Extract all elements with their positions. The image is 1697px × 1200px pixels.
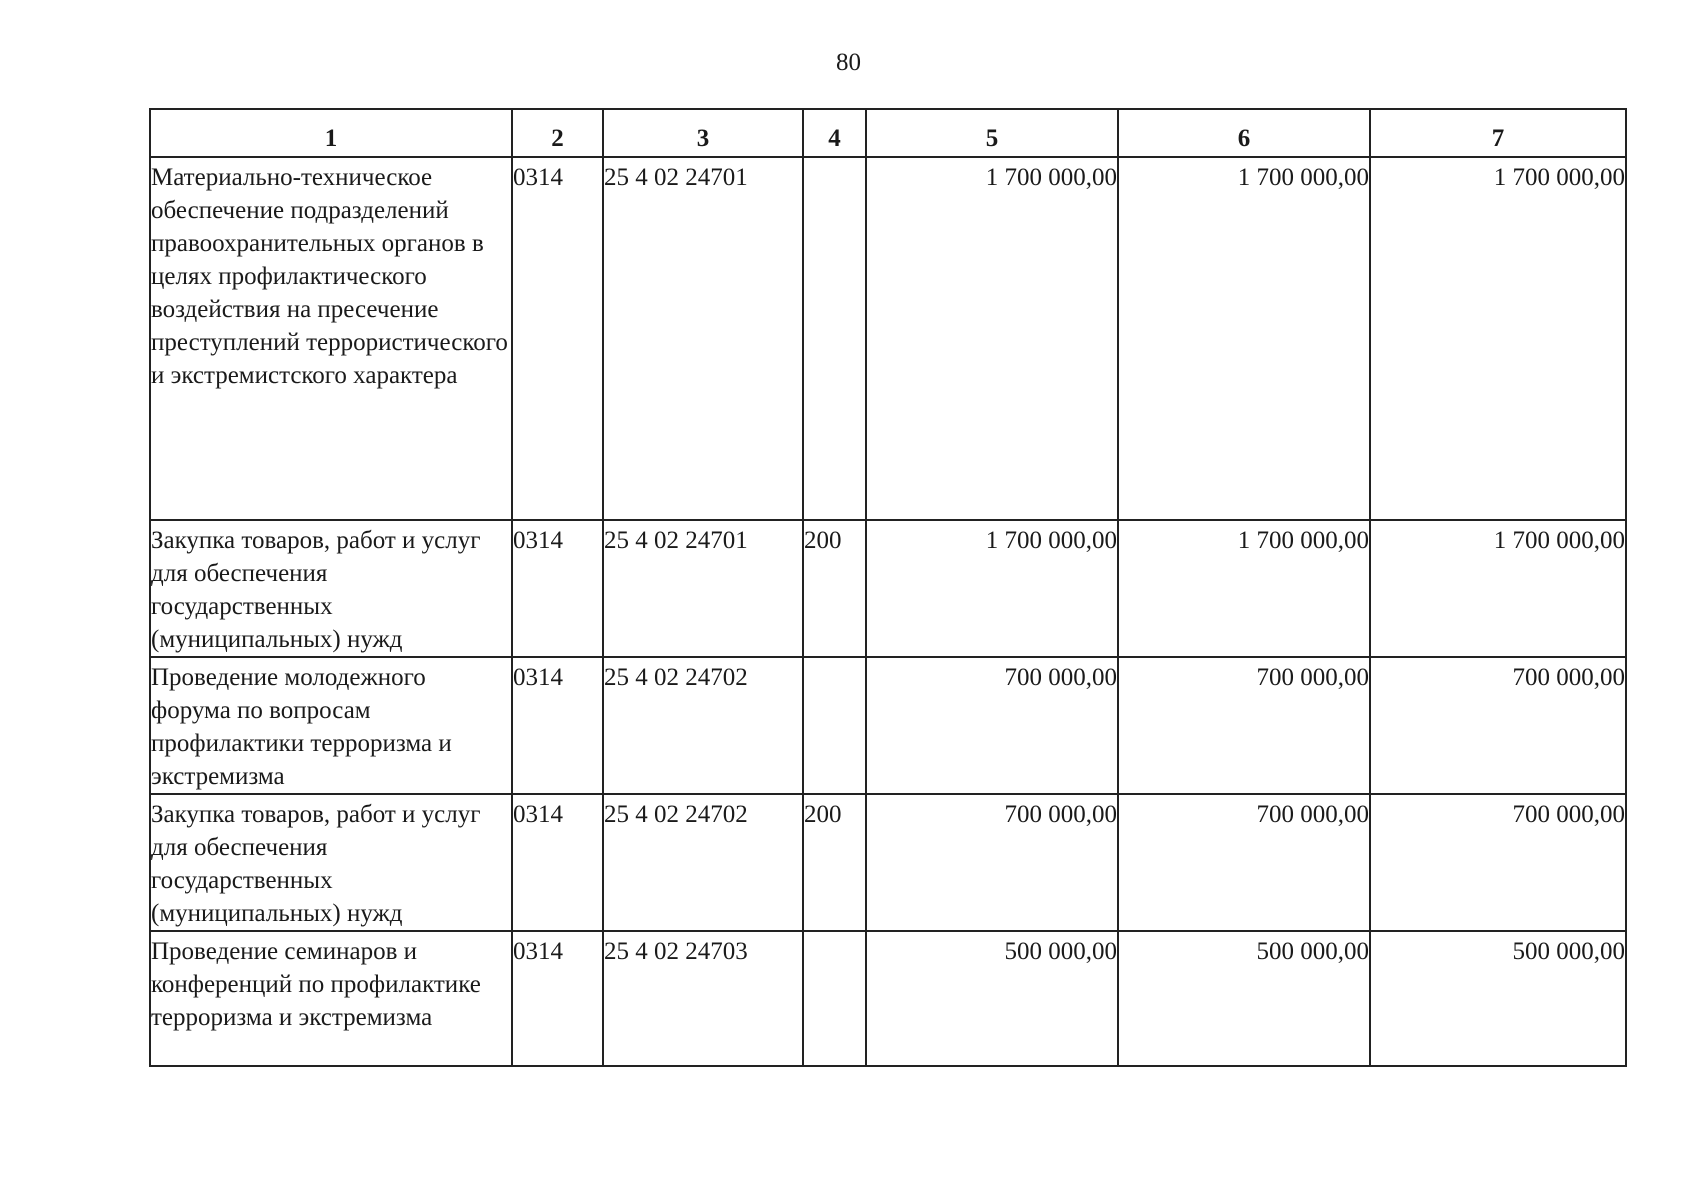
row-type-cell: 200: [803, 520, 866, 657]
row-section-cell: 0314: [512, 520, 603, 657]
row-value-6-cell: 700 000,00: [1118, 657, 1370, 794]
row-name-cell: Закупка товаров, работ и услуг для обеспечения государственных (муниципальных) нужд: [150, 520, 512, 657]
row-type-cell: [803, 931, 866, 1066]
row-value-7-cell: 700 000,00: [1370, 794, 1626, 931]
row-section-cell: 0314: [512, 931, 603, 1066]
row-value-7-cell: 1 700 000,00: [1370, 157, 1626, 520]
table-row: [150, 931, 1626, 1066]
row-name-cell: Проведение семинаров и конференций по профилактике терроризма и экстремизма: [150, 931, 512, 1066]
table-row: [150, 657, 1626, 794]
column-header: 6: [1118, 109, 1370, 157]
row-value-6-cell: 1 700 000,00: [1118, 520, 1370, 657]
row-value-7-cell: 700 000,00: [1370, 657, 1626, 794]
row-code-cell: 25 4 02 24702: [603, 657, 803, 794]
row-code-cell: 25 4 02 24701: [603, 157, 803, 520]
row-value-6-cell: 700 000,00: [1118, 794, 1370, 931]
row-type-cell: [803, 657, 866, 794]
column-header: 7: [1370, 109, 1626, 157]
row-value-6-cell: 1 700 000,00: [1118, 157, 1370, 520]
header-row: [150, 109, 1626, 157]
column-header: 2: [512, 109, 603, 157]
row-value-7-cell: 500 000,00: [1370, 931, 1626, 1066]
row-value-7-cell: 1 700 000,00: [1370, 520, 1626, 657]
row-value-5-cell: 500 000,00: [866, 931, 1118, 1066]
row-code-cell: 25 4 02 24701: [603, 520, 803, 657]
row-name-cell: Проведение молодежного форума по вопросам профилактики терроризма и экстремизма: [150, 657, 512, 794]
row-section-cell: 0314: [512, 157, 603, 520]
row-section-cell: 0314: [512, 657, 603, 794]
row-value-5-cell: 1 700 000,00: [866, 157, 1118, 520]
row-name-cell: Материально-техническое обеспечение подразделений правоохранительных органов в целях профилактического воздействия на пресечение преступлений террористического и экстремистского характера: [150, 157, 512, 520]
row-name-cell: Закупка товаров, работ и услуг для обеспечения государственных (муниципальных) нужд: [150, 794, 512, 931]
column-header: 3: [603, 109, 803, 157]
row-code-cell: 25 4 02 24703: [603, 931, 803, 1066]
column-header: 4: [803, 109, 866, 157]
row-value-5-cell: 700 000,00: [866, 794, 1118, 931]
row-type-cell: 200: [803, 794, 866, 931]
row-type-cell: [803, 157, 866, 520]
budget-table: [149, 108, 1627, 1067]
row-value-6-cell: 500 000,00: [1118, 931, 1370, 1066]
column-header: 5: [866, 109, 1118, 157]
table-row: [150, 157, 1626, 520]
row-value-5-cell: 1 700 000,00: [866, 520, 1118, 657]
row-section-cell: 0314: [512, 794, 603, 931]
table-row: [150, 794, 1626, 931]
column-header: 1: [150, 109, 512, 157]
page-number: 80: [836, 49, 861, 76]
table-row: [150, 520, 1626, 657]
row-code-cell: 25 4 02 24702: [603, 794, 803, 931]
row-value-5-cell: 700 000,00: [866, 657, 1118, 794]
